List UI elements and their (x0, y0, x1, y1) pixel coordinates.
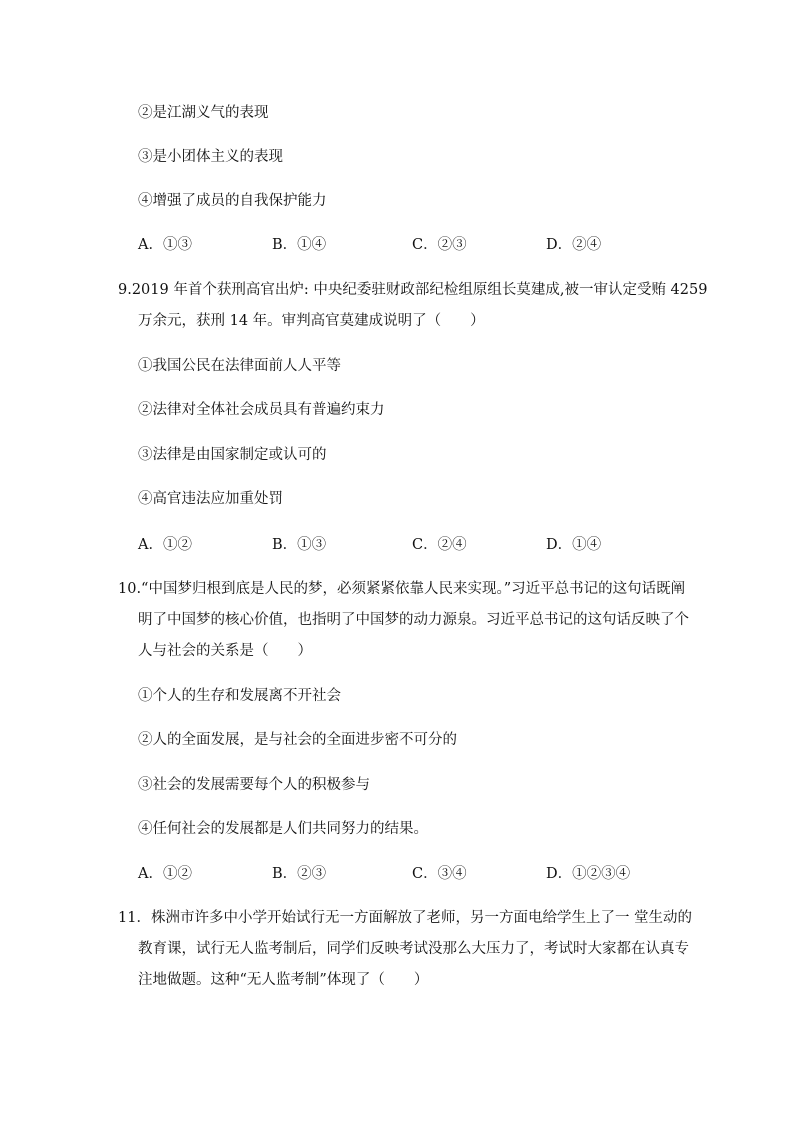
q9-option-a[interactable]: A．①② (138, 537, 192, 553)
q11-stem-line-1: 11．株洲市许多中小学开始试行无一方面解放了老师，另一方面电给学生上了一 堂生动的 (118, 910, 693, 926)
q10-statement-2: ②人的全面发展，是与社会的全面进步密不可分的 (138, 732, 457, 748)
q10-statement-1: ①个人的生存和发展离不开社会 (138, 688, 341, 704)
q8-statement-4: ④增强了成员的自我保护能力 (138, 193, 327, 209)
q8-option-b[interactable]: B．①④ (272, 237, 327, 253)
q11-stem-line-2: 教育课，试行无人监考制后，同学们反映考试没那么大压力了，考试时大家都在认真专 (138, 941, 689, 957)
q9-statement-3: ③法律是由国家制定或认可的 (138, 447, 327, 463)
q8-option-a[interactable]: A．①③ (138, 237, 192, 253)
q8-option-c[interactable]: C．②③ (412, 237, 467, 253)
q10-options (138, 864, 658, 884)
q11-stem-line-3: 注地做题。这种“无人监考制”体现了（ ） (138, 972, 429, 988)
q8-statement-3: ③是小团体主义的表现 (138, 149, 283, 165)
q9-options (138, 535, 658, 555)
q10-option-b[interactable]: B．②③ (272, 866, 327, 882)
q9-stem-line-1: 9.2019 年首个获刑高官出炉: 中央纪委驻财政部纪检组原组长莫建成,被一审认定受贿 4259 (118, 282, 708, 298)
q10-statement-3: ③社会的发展需要每个人的积极参与 (138, 777, 370, 793)
q9-option-b[interactable]: B．①③ (272, 537, 327, 553)
q10-option-a[interactable]: A．①② (138, 866, 192, 882)
q10-stem-line-1: 10.“中国梦归根到底是人民的梦，必须紧紧依靠人民来实现。”习近平总书记的这句话既阐 (118, 581, 686, 597)
q10-option-c[interactable]: C．③④ (412, 866, 467, 882)
q9-statement-2: ②法律对全体社会成员具有普遍约束力 (138, 402, 385, 418)
q9-option-d[interactable]: D．①④ (546, 537, 602, 553)
q9-statement-1: ①我国公民在法律面前人人平等 (138, 358, 341, 374)
q10-stem-line-2: 明了中国梦的核心价值，也指明了中国梦的动力源泉。习近平总书记的这句话反映了个 (138, 612, 689, 628)
q8-options (138, 235, 658, 255)
q9-option-c[interactable]: C．②④ (412, 537, 467, 553)
q10-option-d[interactable]: D．①②③④ (546, 866, 631, 882)
q9-stem-line-2: 万余元，获刑 14 年。审判高官莫建成说明了（ ） (138, 313, 485, 329)
q10-statement-4: ④任何社会的发展都是人们共同努力的结果。 (138, 821, 428, 837)
q10-stem-line-3: 人与社会的关系是（ ） (138, 643, 312, 659)
q8-option-d[interactable]: D．②④ (546, 237, 602, 253)
q8-statement-2: ②是江湖义气的表现 (138, 105, 269, 121)
q9-statement-4: ④高官违法应加重处罚 (138, 491, 283, 507)
